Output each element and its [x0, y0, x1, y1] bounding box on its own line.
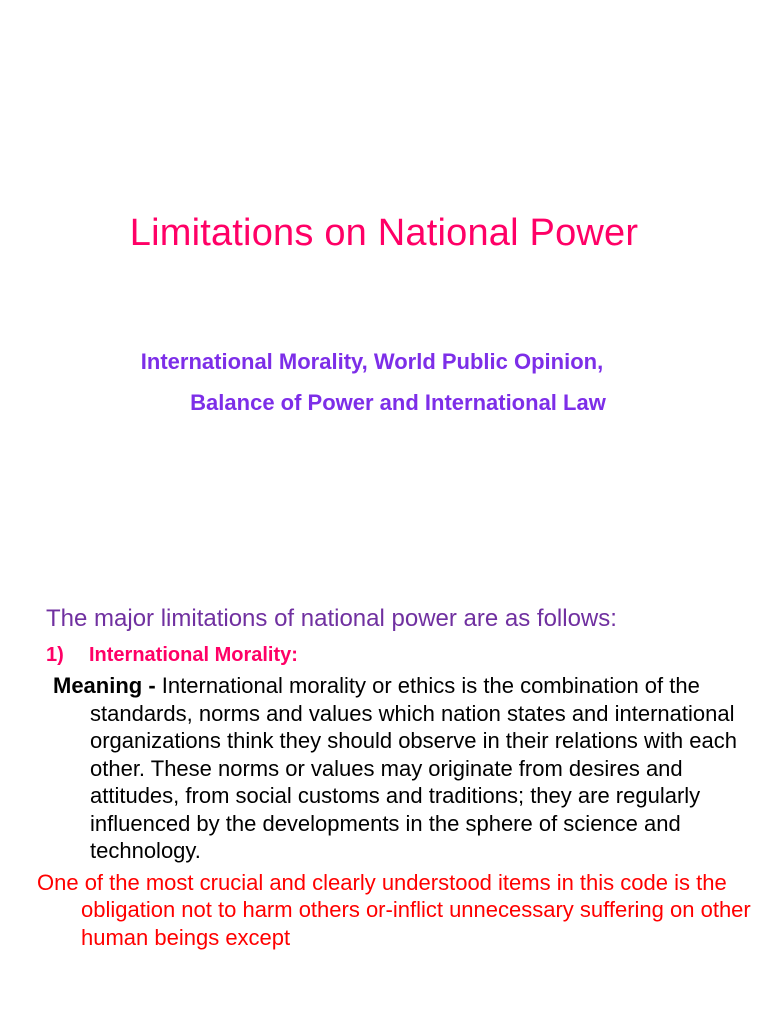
- list-item-heading-label: International Morality:: [89, 644, 298, 666]
- content-body: [37, 605, 758, 951]
- subtitle-line-1: International Morality, World Public Opinion,: [140, 349, 604, 374]
- page-title: Limitations on National Power: [129, 212, 639, 254]
- meaning-label: Meaning -: [53, 673, 156, 698]
- intro-text: The major limitations of national power are as follows:: [46, 605, 617, 632]
- subtitle-line-2: Balance of Power and International Law: [190, 390, 606, 415]
- meaning-text: International morality or ethics is the combination of the standards, norms and values which nation states and international organizations think they should observe in their relations with each other. These norms or values may originate from desires and attitudes, from social customs and traditions; they are regularly influenced by the developments in the sphere of science and technology.: [90, 673, 737, 863]
- highlight-paragraph: One of the most crucial and clearly understood items in this code is the obligation not to harm others or-inflict unnecessary suffering on other human beings except: [37, 869, 751, 950]
- list-item-heading: [46, 643, 758, 667]
- list-item-number: 1): [46, 644, 64, 666]
- meaning-paragraph: [46, 672, 758, 865]
